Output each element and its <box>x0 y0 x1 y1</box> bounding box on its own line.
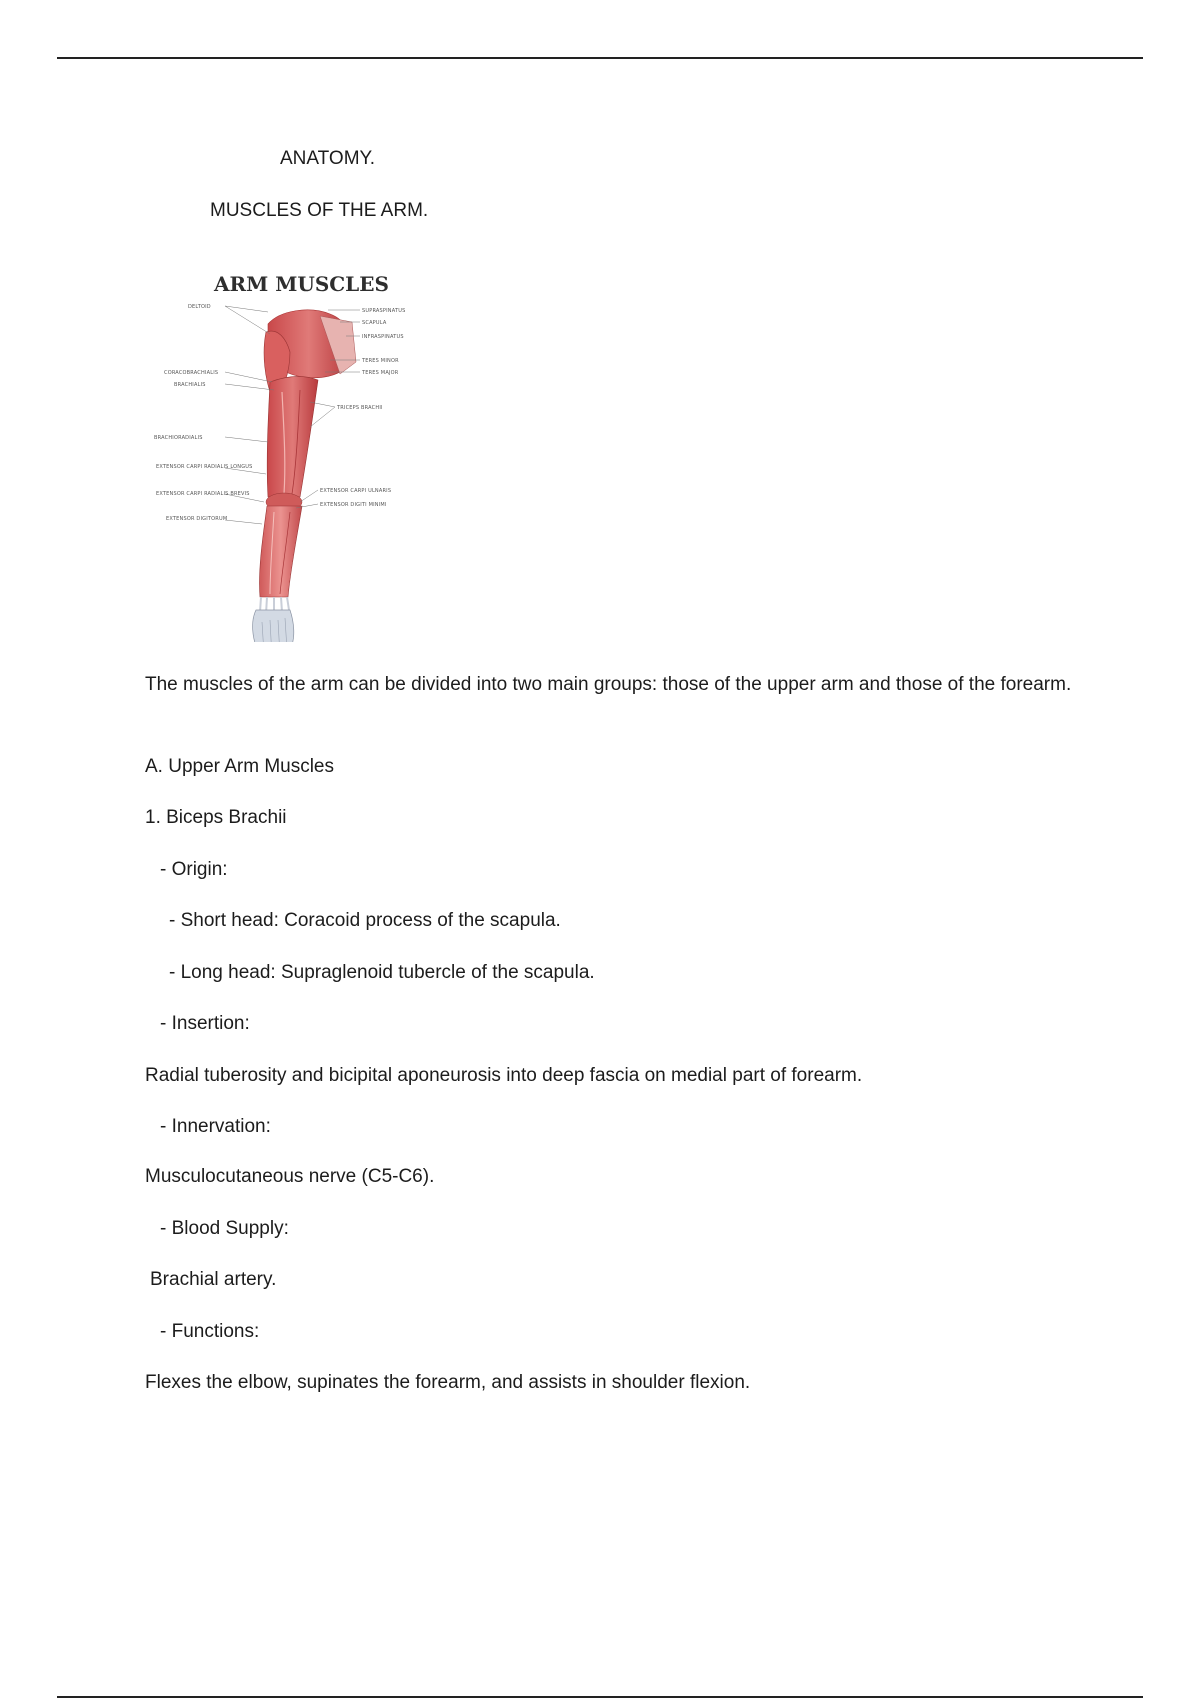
label-coracobrachialis: CORACOBRACHIALIS <box>164 370 219 376</box>
blood-supply-text: Brachial artery. <box>150 1269 277 1290</box>
forearm-shape <box>259 506 302 597</box>
label-brachialis: BRACHIALIS <box>174 382 206 388</box>
label-ext-digiti-minimi: EXTENSOR DIGITI MINIMI <box>320 502 387 508</box>
header-rule <box>57 57 1143 59</box>
label-scapula: SCAPULA <box>362 320 387 326</box>
figure-title: ARM MUSCLES <box>214 272 389 296</box>
intro-paragraph: The muscles of the arm can be divided into two main groups: those of the upper arm and those of the forearm. <box>145 674 1072 695</box>
label-supraspinatus: SUPRASPINATUS <box>362 308 406 314</box>
section-heading-upper-arm: A. Upper Arm Muscles <box>145 756 334 777</box>
page-title: ANATOMY. <box>280 148 376 169</box>
label-deltoid: DELTOID <box>188 304 211 310</box>
origin-label: - Origin: <box>160 859 228 880</box>
label-teres-minor: TERES MINOR <box>362 358 399 364</box>
muscle-heading-biceps: 1. Biceps Brachii <box>145 807 287 828</box>
label-ext-carpi-rad-longus: EXTENSOR CARPI RADIALIS LONGUS <box>156 464 253 470</box>
label-triceps-brachii: TRICEPS BRACHII <box>337 405 383 411</box>
origin-long-head: - Long head: Supraglenoid tubercle of the scapula. <box>169 962 595 983</box>
label-infraspinatus: INFRASPINATUS <box>362 334 404 340</box>
innervation-text: Musculocutaneous nerve (C5-C6). <box>145 1166 435 1187</box>
label-teres-major: TERES MAJOR <box>362 370 399 376</box>
arm-muscles-figure <box>150 262 440 642</box>
innervation-label: - Innervation: <box>160 1116 271 1137</box>
page-subtitle: MUSCLES OF THE ARM. <box>210 200 429 221</box>
origin-short-head: - Short head: Coracoid process of the scapula. <box>169 910 561 931</box>
functions-label: - Functions: <box>160 1321 260 1342</box>
label-ext-digitorum: EXTENSOR DIGITORUM <box>166 516 228 522</box>
upper-arm-shape <box>267 376 318 497</box>
arm-muscle-illustration <box>150 262 440 642</box>
footer-rule <box>57 1696 1143 1698</box>
blood-supply-label: - Blood Supply: <box>160 1218 289 1239</box>
insertion-text: Radial tuberosity and bicipital aponeurosis into deep fascia on medial part of forearm. <box>145 1065 863 1086</box>
label-ext-carpi-ulnaris: EXTENSOR CARPI ULNARIS <box>320 488 392 494</box>
label-ext-carpi-rad-brevis: EXTENSOR CARPI RADIALIS BREVIS <box>156 491 250 497</box>
hand-shape <box>253 610 294 642</box>
label-brachioradialis: BRACHIORADIALIS <box>154 435 203 441</box>
insertion-label: - Insertion: <box>160 1013 250 1034</box>
functions-text: Flexes the elbow, supinates the forearm, and assists in shoulder flexion. <box>145 1372 751 1393</box>
